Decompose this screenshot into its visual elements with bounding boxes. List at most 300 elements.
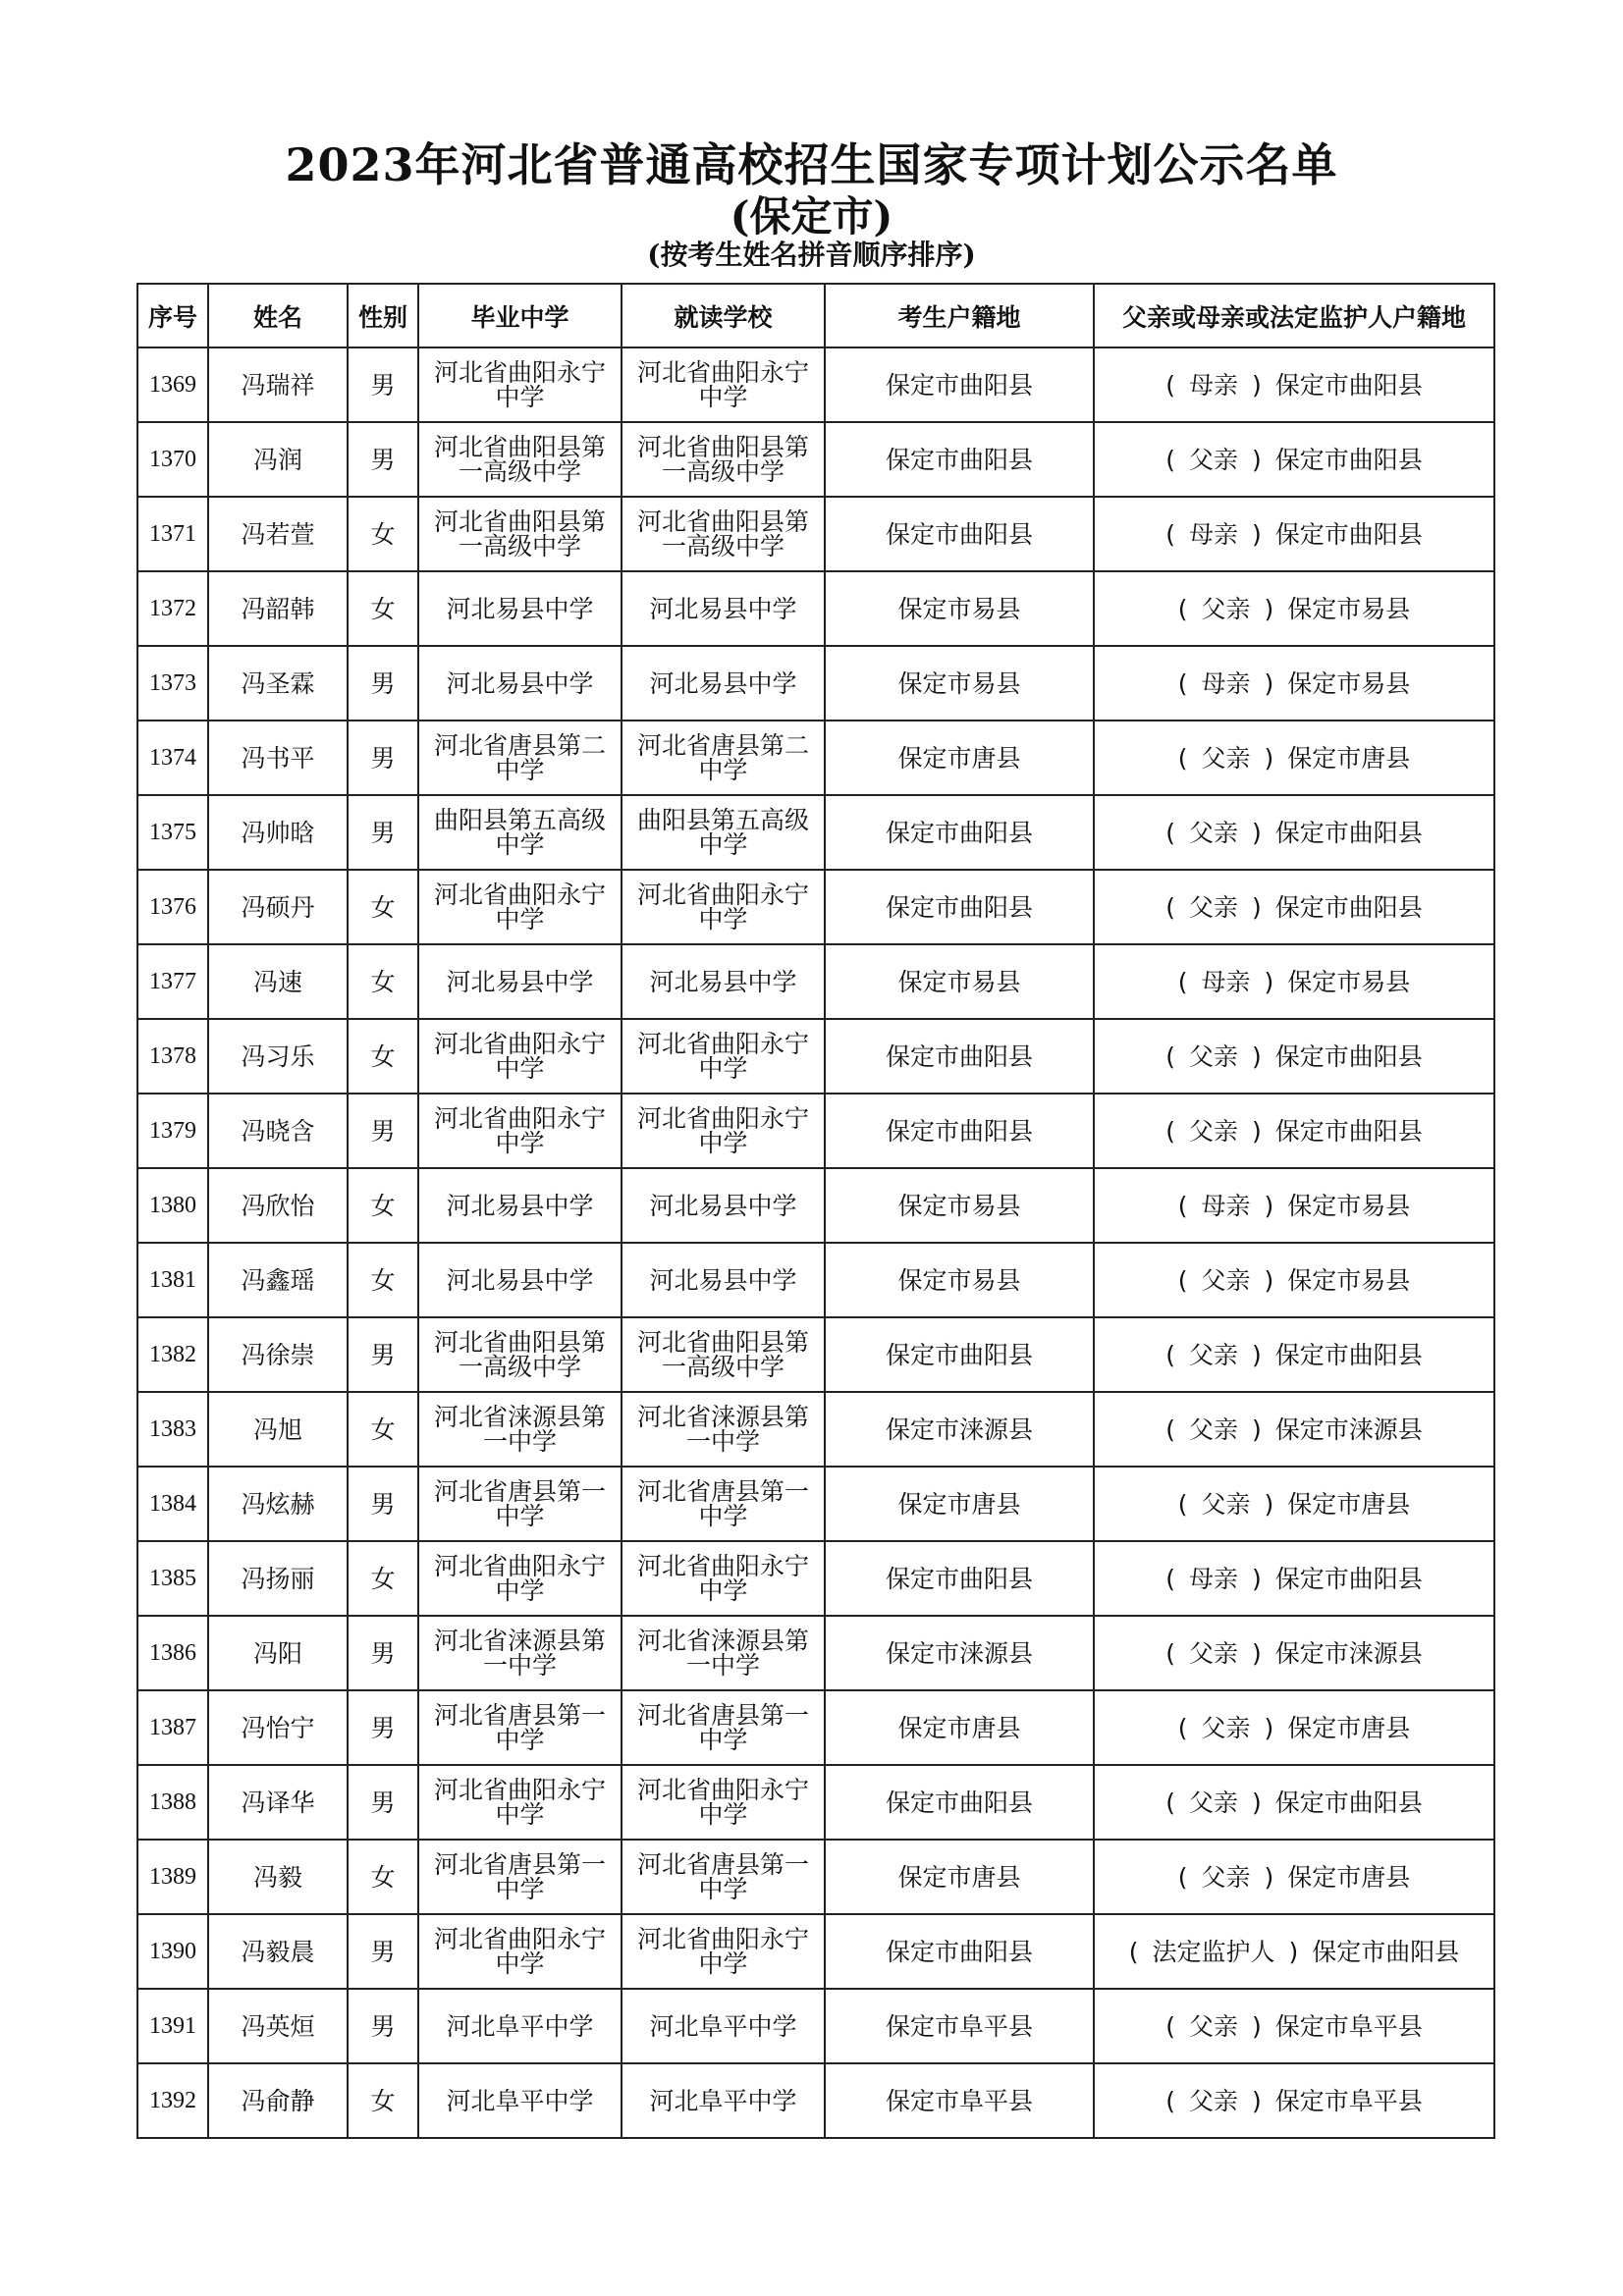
paren-close: ) xyxy=(1264,1265,1274,1295)
column-header-current-school: 就读学校 xyxy=(622,284,825,347)
table-row xyxy=(137,870,1494,944)
cell-guardian-hukou xyxy=(1094,1616,1494,1690)
cell-guardian-hukou xyxy=(1094,795,1494,870)
cell-name: 冯徐崇 xyxy=(208,1317,348,1392)
paren-close: ) xyxy=(1264,594,1274,623)
cell-current-school: 河北易县中学 xyxy=(622,1243,825,1317)
cell-gender: 女 xyxy=(348,870,418,944)
paren-open: ( xyxy=(1128,1937,1139,1966)
cell-no: 1389 xyxy=(137,1840,208,1914)
cell-graduation-school: 河北省曲阳永宁中学 xyxy=(418,1019,622,1094)
cell-name: 冯怡宁 xyxy=(208,1690,348,1765)
cell-student-hukou: 保定市曲阳县 xyxy=(825,795,1094,870)
cell-name: 冯润 xyxy=(208,422,348,497)
cell-guardian-hukou xyxy=(1094,1914,1494,1989)
table-row xyxy=(137,1765,1494,1840)
table-row xyxy=(137,497,1494,571)
cell-name: 冯圣霖 xyxy=(208,646,348,721)
cell-no: 1392 xyxy=(137,2063,208,2138)
cell-current-school: 河北易县中学 xyxy=(622,571,825,646)
cell-student-hukou: 保定市阜平县 xyxy=(825,2063,1094,2138)
cell-guardian-hukou xyxy=(1094,1541,1494,1616)
cell-student-hukou: 保定市易县 xyxy=(825,1168,1094,1243)
table-row xyxy=(137,2063,1494,2138)
guardian-place: 保定市曲阳县 xyxy=(1274,445,1423,474)
cell-name: 冯若萱 xyxy=(208,497,348,571)
cell-current-school: 河北省曲阳永宁中学 xyxy=(622,1541,825,1616)
paren-close: ) xyxy=(1252,445,1262,474)
cell-name: 冯扬丽 xyxy=(208,1541,348,1616)
cell-name: 冯译华 xyxy=(208,1765,348,1840)
cell-student-hukou: 保定市易县 xyxy=(825,944,1094,1019)
cell-current-school: 河北阜平中学 xyxy=(622,1989,825,2063)
cell-gender: 男 xyxy=(348,422,418,497)
table-row xyxy=(137,721,1494,795)
cell-student-hukou: 保定市曲阳县 xyxy=(825,1094,1094,1168)
cell-guardian-hukou xyxy=(1094,1989,1494,2063)
cell-gender: 男 xyxy=(348,721,418,795)
cell-guardian-hukou xyxy=(1094,1467,1494,1541)
cell-graduation-school: 河北易县中学 xyxy=(418,646,622,721)
cell-student-hukou: 保定市曲阳县 xyxy=(825,497,1094,571)
cell-no: 1375 xyxy=(137,795,208,870)
guardian-relation: 法定监护人 xyxy=(1152,1937,1275,1966)
cell-graduation-school: 河北易县中学 xyxy=(418,1168,622,1243)
paren-close: ) xyxy=(1252,519,1262,549)
cell-current-school: 河北省曲阳永宁中学 xyxy=(622,1019,825,1094)
cell-gender: 男 xyxy=(348,1914,418,1989)
guardian-relation: 父亲 xyxy=(1188,445,1238,474)
paren-close: ) xyxy=(1252,892,1262,922)
cell-name: 冯毅晨 xyxy=(208,1914,348,1989)
cell-name: 冯书平 xyxy=(208,721,348,795)
cell-guardian-hukou xyxy=(1094,1019,1494,1094)
guardian-place: 保定市易县 xyxy=(1287,594,1411,623)
cell-student-hukou: 保定市曲阳县 xyxy=(825,422,1094,497)
cell-guardian-hukou xyxy=(1094,2063,1494,2138)
table-row xyxy=(137,1243,1494,1317)
guardian-place: 保定市曲阳县 xyxy=(1274,818,1423,847)
paren-open: ( xyxy=(1165,1638,1175,1668)
column-header-guardian-hukou: 父亲或母亲或法定监护人户籍地 xyxy=(1094,284,1494,347)
cell-student-hukou: 保定市阜平县 xyxy=(825,1989,1094,2063)
guardian-relation: 母亲 xyxy=(1201,967,1251,996)
cell-student-hukou: 保定市易县 xyxy=(825,1243,1094,1317)
table-row xyxy=(137,1690,1494,1765)
cell-name: 冯炫赫 xyxy=(208,1467,348,1541)
cell-no: 1386 xyxy=(137,1616,208,1690)
guardian-place: 保定市曲阳县 xyxy=(1274,1788,1423,1817)
paren-close: ) xyxy=(1252,1564,1262,1593)
table-row xyxy=(137,1914,1494,1989)
cell-gender: 女 xyxy=(348,1840,418,1914)
page-subtitle: (保定市) xyxy=(730,192,893,240)
paren-close: ) xyxy=(1264,1713,1274,1742)
cell-graduation-school: 河北省曲阳县第一高级中学 xyxy=(418,1317,622,1392)
paren-close: ) xyxy=(1252,1041,1262,1071)
paren-open: ( xyxy=(1165,892,1175,922)
cell-graduation-school: 河北省曲阳永宁中学 xyxy=(418,1541,622,1616)
paren-close: ) xyxy=(1252,818,1262,847)
cell-graduation-school: 河北省曲阳永宁中学 xyxy=(418,870,622,944)
cell-gender: 男 xyxy=(348,347,418,422)
cell-guardian-hukou xyxy=(1094,571,1494,646)
cell-no: 1373 xyxy=(137,646,208,721)
cell-name: 冯瑞祥 xyxy=(208,347,348,422)
paren-open: ( xyxy=(1165,1116,1175,1146)
cell-student-hukou: 保定市涞源县 xyxy=(825,1392,1094,1467)
cell-gender: 男 xyxy=(348,1616,418,1690)
table-row xyxy=(137,1541,1494,1616)
guardian-relation: 父亲 xyxy=(1188,2086,1238,2115)
cell-no: 1370 xyxy=(137,422,208,497)
cell-guardian-hukou xyxy=(1094,347,1494,422)
column-header-graduation-school: 毕业中学 xyxy=(418,284,622,347)
paren-open: ( xyxy=(1165,1415,1175,1444)
cell-graduation-school: 河北阜平中学 xyxy=(418,2063,622,2138)
paren-close: ) xyxy=(1252,1415,1262,1444)
paren-open: ( xyxy=(1165,1041,1175,1071)
table-row xyxy=(137,1840,1494,1914)
cell-student-hukou: 保定市唐县 xyxy=(825,1690,1094,1765)
guardian-place: 保定市易县 xyxy=(1287,668,1411,698)
cell-no: 1374 xyxy=(137,721,208,795)
guardian-relation: 父亲 xyxy=(1188,1116,1238,1146)
cell-guardian-hukou xyxy=(1094,1690,1494,1765)
paren-open: ( xyxy=(1165,370,1175,400)
cell-guardian-hukou xyxy=(1094,1243,1494,1317)
guardian-place: 保定市曲阳县 xyxy=(1312,1937,1460,1966)
cell-student-hukou: 保定市曲阳县 xyxy=(825,1541,1094,1616)
page-title: 2023年河北省普通高校招生国家专项计划公示名单 xyxy=(285,138,1338,191)
cell-student-hukou: 保定市唐县 xyxy=(825,1840,1094,1914)
cell-no: 1380 xyxy=(137,1168,208,1243)
table-body xyxy=(137,347,1494,2138)
cell-gender: 女 xyxy=(348,571,418,646)
paren-close: ) xyxy=(1252,1638,1262,1668)
cell-student-hukou: 保定市涞源县 xyxy=(825,1616,1094,1690)
guardian-place: 保定市唐县 xyxy=(1287,1489,1411,1519)
cell-gender: 女 xyxy=(348,944,418,1019)
table-row xyxy=(137,347,1494,422)
cell-name: 冯毅 xyxy=(208,1840,348,1914)
cell-current-school: 河北易县中学 xyxy=(622,944,825,1019)
cell-student-hukou: 保定市曲阳县 xyxy=(825,347,1094,422)
cell-current-school: 河北易县中学 xyxy=(622,646,825,721)
cell-guardian-hukou xyxy=(1094,497,1494,571)
cell-current-school: 河北省涞源县第一中学 xyxy=(622,1392,825,1467)
cell-graduation-school: 河北省唐县第二中学 xyxy=(418,721,622,795)
guardian-place: 保定市易县 xyxy=(1287,1265,1411,1295)
cell-guardian-hukou xyxy=(1094,1094,1494,1168)
cell-graduation-school: 河北省曲阳永宁中学 xyxy=(418,347,622,422)
cell-current-school: 河北省曲阳县第一高级中学 xyxy=(622,497,825,571)
paren-close: ) xyxy=(1288,1937,1299,1966)
cell-current-school: 河北省唐县第一中学 xyxy=(622,1690,825,1765)
cell-name: 冯晓含 xyxy=(208,1094,348,1168)
paren-close: ) xyxy=(1252,1116,1262,1146)
cell-name: 冯旭 xyxy=(208,1392,348,1467)
cell-current-school: 河北省唐县第二中学 xyxy=(622,721,825,795)
cell-gender: 女 xyxy=(348,1392,418,1467)
guardian-relation: 父亲 xyxy=(1188,1788,1238,1817)
paren-open: ( xyxy=(1177,743,1188,773)
paren-open: ( xyxy=(1177,967,1188,996)
cell-current-school: 河北易县中学 xyxy=(622,1168,825,1243)
cell-no: 1382 xyxy=(137,1317,208,1392)
cell-graduation-school: 河北省涞源县第一中学 xyxy=(418,1392,622,1467)
cell-student-hukou: 保定市唐县 xyxy=(825,721,1094,795)
cell-graduation-school: 曲阳县第五高级中学 xyxy=(418,795,622,870)
cell-name: 冯鑫瑶 xyxy=(208,1243,348,1317)
cell-graduation-school: 河北省涞源县第一中学 xyxy=(418,1616,622,1690)
column-header-name: 姓名 xyxy=(208,284,348,347)
cell-no: 1369 xyxy=(137,347,208,422)
cell-gender: 男 xyxy=(348,1317,418,1392)
guardian-place: 保定市阜平县 xyxy=(1274,2086,1423,2115)
cell-no: 1379 xyxy=(137,1094,208,1168)
cell-no: 1388 xyxy=(137,1765,208,1840)
guardian-place: 保定市曲阳县 xyxy=(1274,1041,1423,1071)
guardian-relation: 父亲 xyxy=(1201,594,1251,623)
guardian-relation: 父亲 xyxy=(1201,1489,1251,1519)
cell-no: 1381 xyxy=(137,1243,208,1317)
cell-no: 1371 xyxy=(137,497,208,571)
table-row xyxy=(137,1616,1494,1690)
guardian-place: 保定市阜平县 xyxy=(1274,2011,1423,2041)
paren-close: ) xyxy=(1252,1340,1262,1369)
cell-gender: 男 xyxy=(348,1467,418,1541)
cell-no: 1390 xyxy=(137,1914,208,1989)
cell-graduation-school: 河北易县中学 xyxy=(418,944,622,1019)
guardian-place: 保定市唐县 xyxy=(1287,1862,1411,1892)
cell-gender: 女 xyxy=(348,1168,418,1243)
cell-graduation-school: 河北易县中学 xyxy=(418,1243,622,1317)
paren-open: ( xyxy=(1165,1788,1175,1817)
table-row xyxy=(137,1019,1494,1094)
cell-graduation-school: 河北省曲阳永宁中学 xyxy=(418,1914,622,1989)
guardian-relation: 父亲 xyxy=(1188,1638,1238,1668)
guardian-relation: 父亲 xyxy=(1188,1415,1238,1444)
cell-current-school: 河北省曲阳永宁中学 xyxy=(622,347,825,422)
cell-gender: 女 xyxy=(348,1019,418,1094)
cell-no: 1391 xyxy=(137,1989,208,2063)
cell-gender: 男 xyxy=(348,1094,418,1168)
admission-list-table xyxy=(136,283,1495,2139)
cell-guardian-hukou xyxy=(1094,646,1494,721)
cell-current-school: 河北省唐县第一中学 xyxy=(622,1467,825,1541)
guardian-relation: 父亲 xyxy=(1201,1713,1251,1742)
cell-student-hukou: 保定市唐县 xyxy=(825,1467,1094,1541)
paren-close: ) xyxy=(1264,668,1274,698)
cell-no: 1377 xyxy=(137,944,208,1019)
guardian-relation: 父亲 xyxy=(1201,1265,1251,1295)
cell-name: 冯速 xyxy=(208,944,348,1019)
cell-gender: 女 xyxy=(348,497,418,571)
cell-current-school: 河北省曲阳永宁中学 xyxy=(622,1914,825,1989)
cell-student-hukou: 保定市曲阳县 xyxy=(825,870,1094,944)
cell-gender: 女 xyxy=(348,1541,418,1616)
cell-current-school: 河北省曲阳永宁中学 xyxy=(622,1094,825,1168)
cell-guardian-hukou xyxy=(1094,870,1494,944)
guardian-relation: 父亲 xyxy=(1188,892,1238,922)
paren-open: ( xyxy=(1165,2086,1175,2115)
paren-close: ) xyxy=(1264,1862,1274,1892)
cell-current-school: 河北省曲阳永宁中学 xyxy=(622,870,825,944)
cell-gender: 男 xyxy=(348,1989,418,2063)
table-row xyxy=(137,1989,1494,2063)
guardian-relation: 父亲 xyxy=(1188,1041,1238,1071)
cell-current-school: 曲阳县第五高级中学 xyxy=(622,795,825,870)
cell-student-hukou: 保定市曲阳县 xyxy=(825,1914,1094,1989)
cell-name: 冯习乐 xyxy=(208,1019,348,1094)
column-header-student-hukou: 考生户籍地 xyxy=(825,284,1094,347)
paren-open: ( xyxy=(1165,1564,1175,1593)
cell-student-hukou: 保定市易县 xyxy=(825,646,1094,721)
cell-guardian-hukou xyxy=(1094,1168,1494,1243)
paren-open: ( xyxy=(1177,668,1188,698)
paren-close: ) xyxy=(1252,2086,1262,2115)
cell-current-school: 河北省曲阳县第一高级中学 xyxy=(622,422,825,497)
cell-graduation-school: 河北省曲阳县第一高级中学 xyxy=(418,497,622,571)
cell-graduation-school: 河北易县中学 xyxy=(418,571,622,646)
table-row xyxy=(137,795,1494,870)
paren-close: ) xyxy=(1264,743,1274,773)
cell-name: 冯韶韩 xyxy=(208,571,348,646)
cell-graduation-school: 河北省唐县第一中学 xyxy=(418,1467,622,1541)
paren-close: ) xyxy=(1264,1191,1274,1220)
cell-current-school: 河北省涞源县第一中学 xyxy=(622,1616,825,1690)
guardian-place: 保定市曲阳县 xyxy=(1274,892,1423,922)
paren-open: ( xyxy=(1177,594,1188,623)
guardian-place: 保定市唐县 xyxy=(1287,1713,1411,1742)
cell-no: 1376 xyxy=(137,870,208,944)
table-header-row xyxy=(137,284,1494,347)
guardian-relation: 父亲 xyxy=(1201,743,1251,773)
cell-gender: 男 xyxy=(348,1765,418,1840)
paren-close: ) xyxy=(1264,967,1274,996)
cell-current-school: 河北省唐县第一中学 xyxy=(622,1840,825,1914)
paren-open: ( xyxy=(1165,1340,1175,1369)
paren-open: ( xyxy=(1165,445,1175,474)
cell-name: 冯欣怡 xyxy=(208,1168,348,1243)
cell-guardian-hukou xyxy=(1094,721,1494,795)
cell-current-school: 河北省曲阳永宁中学 xyxy=(622,1765,825,1840)
paren-open: ( xyxy=(1177,1265,1188,1295)
cell-student-hukou: 保定市曲阳县 xyxy=(825,1019,1094,1094)
paren-close: ) xyxy=(1252,370,1262,400)
paren-close: ) xyxy=(1252,1788,1262,1817)
paren-open: ( xyxy=(1177,1713,1188,1742)
paren-close: ) xyxy=(1264,1489,1274,1519)
cell-gender: 女 xyxy=(348,1243,418,1317)
cell-graduation-school: 河北省唐县第一中学 xyxy=(418,1690,622,1765)
cell-no: 1387 xyxy=(137,1690,208,1765)
cell-current-school: 河北省曲阳县第一高级中学 xyxy=(622,1317,825,1392)
guardian-place: 保定市曲阳县 xyxy=(1274,370,1423,400)
cell-name: 冯硕丹 xyxy=(208,870,348,944)
guardian-place: 保定市曲阳县 xyxy=(1274,1564,1423,1593)
guardian-relation: 母亲 xyxy=(1188,370,1238,400)
cell-current-school: 河北阜平中学 xyxy=(622,2063,825,2138)
cell-student-hukou: 保定市曲阳县 xyxy=(825,1317,1094,1392)
paren-open: ( xyxy=(1177,1489,1188,1519)
cell-gender: 男 xyxy=(348,646,418,721)
cell-gender: 女 xyxy=(348,2063,418,2138)
table-row xyxy=(137,1168,1494,1243)
table-row xyxy=(137,1392,1494,1467)
cell-graduation-school: 河北阜平中学 xyxy=(418,1989,622,2063)
guardian-place: 保定市易县 xyxy=(1287,967,1411,996)
guardian-relation: 父亲 xyxy=(1188,2011,1238,2041)
guardian-place: 保定市易县 xyxy=(1287,1191,1411,1220)
guardian-place: 保定市曲阳县 xyxy=(1274,1116,1423,1146)
sort-note: (按考生姓名拼音顺序排序) xyxy=(647,239,976,271)
table-row xyxy=(137,1467,1494,1541)
guardian-relation: 母亲 xyxy=(1188,519,1238,549)
guardian-relation: 母亲 xyxy=(1201,668,1251,698)
column-header-gender: 性别 xyxy=(348,284,418,347)
paren-close: ) xyxy=(1252,2011,1262,2041)
paren-open: ( xyxy=(1165,519,1175,549)
cell-guardian-hukou xyxy=(1094,1765,1494,1840)
cell-guardian-hukou xyxy=(1094,1317,1494,1392)
paren-open: ( xyxy=(1165,818,1175,847)
cell-graduation-school: 河北省曲阳县第一高级中学 xyxy=(418,422,622,497)
table-row xyxy=(137,1094,1494,1168)
cell-no: 1385 xyxy=(137,1541,208,1616)
cell-student-hukou: 保定市曲阳县 xyxy=(825,1765,1094,1840)
paren-open: ( xyxy=(1177,1862,1188,1892)
table-row xyxy=(137,646,1494,721)
cell-graduation-school: 河北省曲阳永宁中学 xyxy=(418,1094,622,1168)
cell-no: 1384 xyxy=(137,1467,208,1541)
table-row xyxy=(137,571,1494,646)
cell-no: 1372 xyxy=(137,571,208,646)
cell-guardian-hukou xyxy=(1094,1840,1494,1914)
column-header-no: 序号 xyxy=(137,284,208,347)
cell-guardian-hukou xyxy=(1094,1392,1494,1467)
table-row xyxy=(137,944,1494,1019)
cell-no: 1378 xyxy=(137,1019,208,1094)
guardian-relation: 母亲 xyxy=(1188,1564,1238,1593)
cell-name: 冯帅晗 xyxy=(208,795,348,870)
guardian-relation: 父亲 xyxy=(1201,1862,1251,1892)
paren-open: ( xyxy=(1165,2011,1175,2041)
guardian-relation: 父亲 xyxy=(1188,818,1238,847)
cell-guardian-hukou xyxy=(1094,422,1494,497)
guardian-place: 保定市涞源县 xyxy=(1274,1415,1423,1444)
cell-name: 冯英烜 xyxy=(208,1989,348,2063)
guardian-relation: 母亲 xyxy=(1201,1191,1251,1220)
cell-gender: 男 xyxy=(348,795,418,870)
guardian-relation: 父亲 xyxy=(1188,1340,1238,1369)
cell-graduation-school: 河北省曲阳永宁中学 xyxy=(418,1765,622,1840)
cell-guardian-hukou xyxy=(1094,944,1494,1019)
cell-gender: 男 xyxy=(348,1690,418,1765)
guardian-place: 保定市曲阳县 xyxy=(1274,1340,1423,1369)
guardian-place: 保定市曲阳县 xyxy=(1274,519,1423,549)
table-row xyxy=(137,1317,1494,1392)
table-row xyxy=(137,422,1494,497)
cell-no: 1383 xyxy=(137,1392,208,1467)
cell-graduation-school: 河北省唐县第一中学 xyxy=(418,1840,622,1914)
cell-student-hukou: 保定市易县 xyxy=(825,571,1094,646)
guardian-place: 保定市涞源县 xyxy=(1274,1638,1423,1668)
paren-open: ( xyxy=(1177,1191,1188,1220)
cell-name: 冯俞静 xyxy=(208,2063,348,2138)
guardian-place: 保定市唐县 xyxy=(1287,743,1411,773)
